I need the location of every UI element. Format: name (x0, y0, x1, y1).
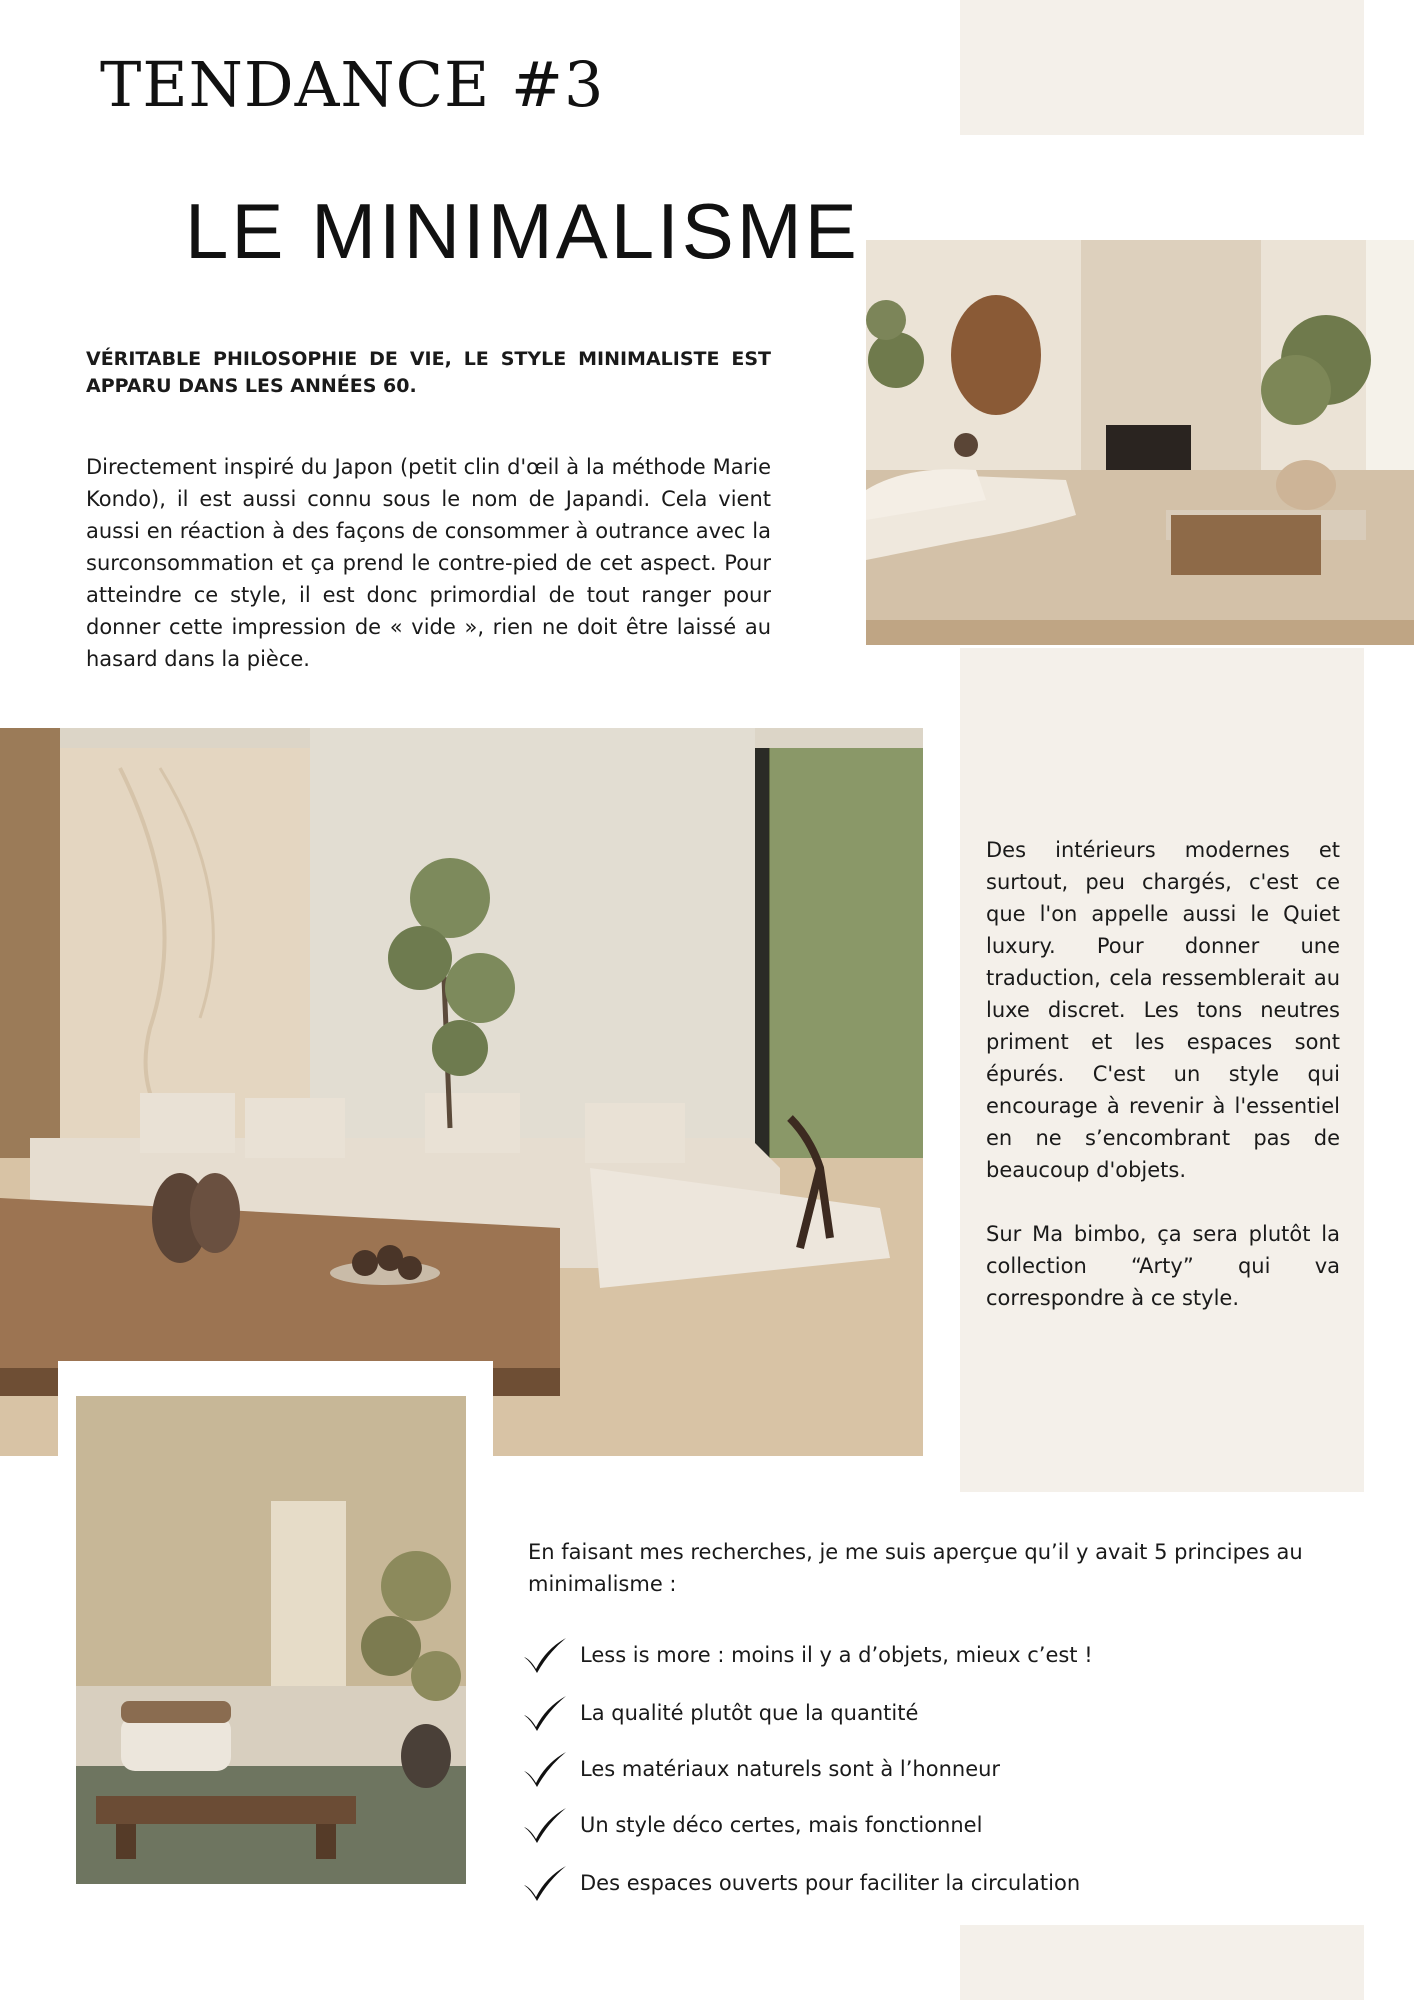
principle-item (520, 1854, 1360, 1912)
sidebar-paragraph-1: Des intérieurs modernes et surtout, peu chargés, c'est ce que l'on appelle aussi le Quiet luxury. Pour donner une traduction, cela ressemblerait au luxe discret. Les tons neutres priment et les espaces sont épurés. C'est un style qui encourage à revenir à l'essentiel en ne s’encombrant pas de beaucoup d'objets. (986, 838, 1340, 1182)
principle-item (520, 1742, 1360, 1796)
beige-panel-top (960, 0, 1364, 135)
principles-list (520, 1626, 1360, 1912)
checkmark-icon (520, 1693, 568, 1733)
principle-label: La qualité plutôt que la quantité (580, 1701, 919, 1725)
principles-intro: En faisant mes recherches, je me suis aperçue qu’il y avait 5 principes au minimalisme : (528, 1540, 1303, 1596)
page-title: LE MINIMALISME (185, 187, 860, 275)
sidebar-paragraph-2: Sur Ma bimbo, ça sera plutôt la collection “Arty” qui va correspondre à ce style. (986, 1222, 1340, 1310)
principle-label: Un style déco certes, mais fonctionnel (580, 1813, 983, 1837)
checkmark-icon (520, 1635, 568, 1675)
checkmark-icon (520, 1749, 568, 1789)
principle-item (520, 1626, 1360, 1684)
sidebar-text (986, 834, 1340, 1314)
intro-body: Directement inspiré du Japon (petit clin d'œil à la méthode Marie Kondo), il est aussi connu sous le nom de Japandi. Cela vient aussi en réaction à des façons de consommer à outrance avec la surconsommation et ça prend le contre-pied de cet aspect. Pour atteindre ce style, il est donc primordial de tout ranger pour donner cette impression de « vide », rien ne doit être laissé au hasard dans la pièce. (86, 455, 771, 671)
checkmark-icon (520, 1863, 568, 1903)
checkmark-icon (520, 1805, 568, 1845)
principle-item (520, 1796, 1360, 1854)
beige-panel-bottom (960, 1925, 1364, 2000)
principle-label: Less is more : moins il y a d’objets, mieux c’est ! (580, 1643, 1093, 1667)
interior-photo-armchair (76, 1396, 466, 1884)
principle-item (520, 1684, 1360, 1742)
living-room-photo-fireplace (866, 240, 1414, 645)
living-room-photo-sofa (0, 728, 923, 1456)
principle-label: Les matériaux naturels sont à l’honneur (580, 1757, 1001, 1781)
trend-kicker: TENDANCE #3 (100, 48, 605, 121)
principle-label: Des espaces ouverts pour faciliter la circulation (580, 1871, 1081, 1895)
intro-lead: VÉRITABLE PHILOSOPHIE DE VIE, LE STYLE MINIMALISTE EST APPARU DANS LES ANNÉES 60. (86, 348, 771, 397)
